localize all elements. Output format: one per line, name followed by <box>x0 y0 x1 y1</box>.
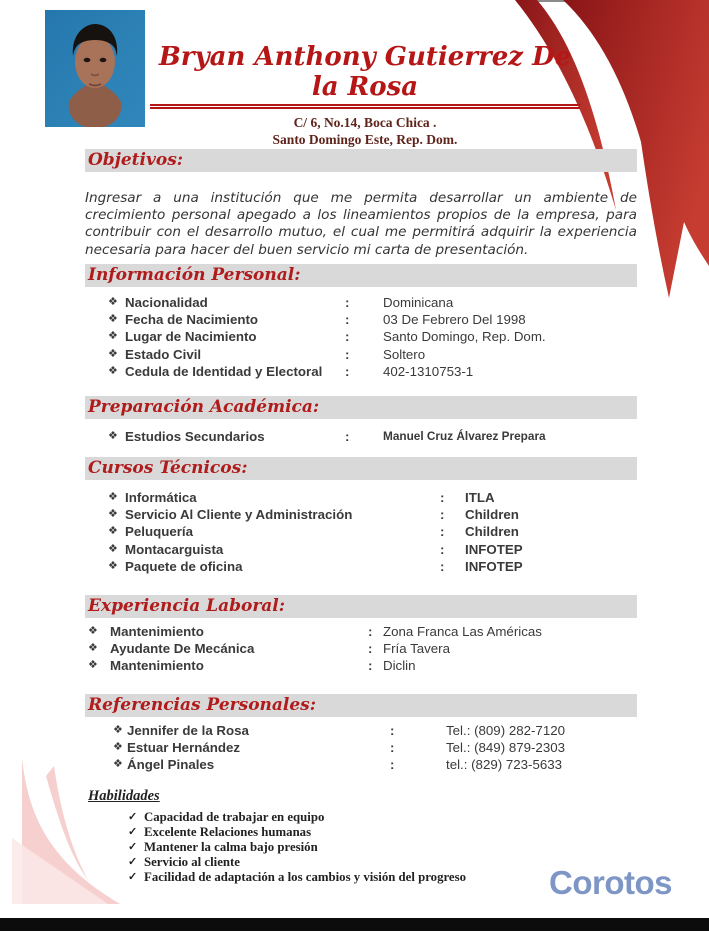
section-header-experiencia-laboral <box>85 595 637 618</box>
colon-separator: : <box>368 624 373 639</box>
info-row <box>85 346 645 363</box>
reference-name: Estuar Hernández <box>127 740 241 756</box>
section-header-cursos-tecnicos <box>85 457 637 480</box>
cursos-tecnicos-list <box>85 489 645 575</box>
skill-text: Excelente Relaciones humanas <box>144 825 312 839</box>
job-company: Diclin <box>383 658 416 674</box>
diamond-bullet-icon: ❖ <box>113 758 123 771</box>
diamond-bullet-icon: ❖ <box>108 542 118 555</box>
job-label: Ayudante De Mecánica <box>110 641 255 657</box>
job-company: Fría Tavera <box>383 641 451 657</box>
diamond-bullet-icon: ❖ <box>108 525 118 538</box>
education-row <box>85 428 645 445</box>
checkmark-icon: ✓ <box>128 811 138 823</box>
field-label: Nacionalidad <box>125 295 208 310</box>
address-line-2: Santo Domingo Este, Rep. Dom. <box>272 132 458 147</box>
colon-separator: : <box>368 641 373 657</box>
colon-separator: : <box>440 507 445 523</box>
course-institution: Children <box>465 524 519 540</box>
colon-separator: : <box>440 490 445 505</box>
portrait-photo <box>45 10 145 127</box>
experiencia-laboral-list <box>85 623 645 675</box>
diamond-bullet-icon: ❖ <box>88 642 98 655</box>
habilidades-title: Habilidades <box>88 788 160 804</box>
colon-separator: : <box>390 740 395 756</box>
reference-name: Jennifer de la Rosa <box>127 723 249 738</box>
diamond-bullet-icon: ❖ <box>113 741 123 754</box>
skill-item <box>128 840 466 855</box>
diamond-bullet-icon: ❖ <box>113 724 123 736</box>
skill-item <box>128 855 466 870</box>
course-label: Informática <box>125 490 197 505</box>
info-row <box>85 363 645 380</box>
diamond-bullet-icon: ❖ <box>108 347 118 360</box>
section-header-referencias-personales <box>85 694 637 717</box>
colon-separator: : <box>390 723 395 738</box>
diamond-bullet-icon: ❖ <box>108 313 118 326</box>
colon-separator: : <box>345 329 350 345</box>
skill-item <box>128 825 466 840</box>
preparacion-academica-list <box>85 428 645 445</box>
section-header-informacion-personal <box>85 264 637 287</box>
field-label: Estado Civil <box>125 346 202 362</box>
course-label: Paquete de oficina <box>125 558 243 574</box>
job-label: Mantenimiento <box>110 658 204 674</box>
section-title: Preparación Académica: <box>88 397 320 417</box>
skill-text: Servicio al cliente <box>144 855 240 869</box>
skill-item <box>128 870 466 885</box>
objetivos-paragraph: Ingresar a una institución que me permita desarrollar un ambiente de crecimiento personal apegado a los lineamientos propios de la empresa, para contribuir con el desarrollo mutuo, el cual me permitirá adquirir la experiencia necesaria para hacer del buen servicio mi carta de presentación. <box>85 189 637 258</box>
section-header-objetivos <box>85 149 637 172</box>
diamond-bullet-icon: ❖ <box>108 559 118 572</box>
field-value: 402-1310753-1 <box>383 363 474 379</box>
address-line-1: C/ 6, No.14, Boca Chica . <box>293 115 437 130</box>
course-institution: ITLA <box>465 490 495 505</box>
colon-separator: : <box>390 757 395 773</box>
checkmark-icon: ✓ <box>128 826 138 838</box>
checkmark-icon: ✓ <box>128 856 138 868</box>
diamond-bullet-icon: ❖ <box>108 296 118 308</box>
info-row <box>85 311 645 328</box>
course-row <box>85 558 645 575</box>
course-label: Peluquería <box>125 524 193 540</box>
reference-name: Ángel Pinales <box>127 757 215 773</box>
job-company: Zona Franca Las Américas <box>383 624 542 639</box>
skill-text: Capacidad de trabajar en equipo <box>144 810 325 824</box>
field-value: Manuel Cruz Álvarez Prepara <box>383 429 546 443</box>
course-label: Montacarguista <box>125 541 224 557</box>
field-value: Soltero <box>383 346 426 362</box>
skill-text: Mantener la calma bajo presión <box>144 840 318 854</box>
reference-phone: tel.: (829) 723-5633 <box>446 757 563 773</box>
section-title: Referencias Personales: <box>88 695 317 715</box>
section-header-preparacion-academica <box>85 396 637 419</box>
colon-separator: : <box>368 658 373 674</box>
colon-separator: : <box>345 312 350 328</box>
course-row <box>85 541 645 558</box>
experience-row <box>85 623 645 640</box>
colon-separator: : <box>440 558 445 574</box>
habilidades-list <box>128 810 466 885</box>
course-institution: INFOTEP <box>465 541 523 557</box>
colon-separator: : <box>345 429 350 444</box>
experience-row <box>85 657 645 674</box>
field-label: Fecha de Nacimiento <box>125 312 259 328</box>
diamond-bullet-icon: ❖ <box>108 508 118 521</box>
colon-separator: : <box>440 524 445 540</box>
diamond-bullet-icon: ❖ <box>88 659 98 672</box>
corotos-watermark-logo: Corotos <box>549 864 672 901</box>
reference-row <box>85 739 645 756</box>
reference-row <box>85 756 645 773</box>
course-row <box>85 489 645 506</box>
diamond-bullet-icon: ❖ <box>108 430 118 442</box>
field-value: Dominicana <box>383 295 454 310</box>
checkmark-icon: ✓ <box>128 841 138 853</box>
diamond-bullet-icon: ❖ <box>108 330 118 343</box>
course-row <box>85 506 645 523</box>
section-title: Cursos Técnicos: <box>88 458 248 478</box>
field-label: Estudios Secundarios <box>125 429 265 444</box>
reference-phone: Tel.: (849) 879-2303 <box>446 740 566 756</box>
skill-text: Facilidad de adaptación a los cambios y visión del progreso <box>144 870 466 884</box>
section-title: Objetivos: <box>88 150 184 170</box>
scan-bottom-bar <box>0 918 709 931</box>
course-row <box>85 523 645 540</box>
field-label: Lugar de Nacimiento <box>125 329 257 345</box>
field-label: Cedula de Identidad y Electoral <box>125 363 323 379</box>
colon-separator: : <box>440 541 445 557</box>
job-label: Mantenimiento <box>110 624 204 639</box>
pink-swoosh-decoration <box>8 752 148 912</box>
diamond-bullet-icon: ❖ <box>88 625 98 637</box>
colon-separator: : <box>345 363 350 379</box>
course-label: Servicio Al Cliente y Administración <box>125 507 353 523</box>
diamond-bullet-icon: ❖ <box>108 491 118 503</box>
checkmark-icon: ✓ <box>128 871 138 883</box>
info-row <box>85 328 645 345</box>
section-title: Información Personal: <box>88 265 301 285</box>
reference-row <box>85 722 645 739</box>
skill-item <box>128 810 466 825</box>
colon-separator: : <box>345 346 350 362</box>
resume-header <box>150 42 580 165</box>
colon-separator: : <box>345 295 350 310</box>
referencias-personales-list <box>85 722 645 774</box>
person-name: Bryan Anthony Gutierrez De la Rosa <box>150 42 580 106</box>
informacion-personal-list <box>85 294 645 380</box>
experience-row <box>85 640 645 657</box>
course-institution: INFOTEP <box>465 558 523 574</box>
section-title: Experiencia Laboral: <box>88 596 286 616</box>
diamond-bullet-icon: ❖ <box>108 364 118 377</box>
field-value: 03 De Febrero Del 1998 <box>383 312 526 328</box>
reference-phone: Tel.: (809) 282-7120 <box>446 723 566 738</box>
field-value: Santo Domingo, Rep. Dom. <box>383 329 546 345</box>
info-row <box>85 294 645 311</box>
course-institution: Children <box>465 507 519 523</box>
